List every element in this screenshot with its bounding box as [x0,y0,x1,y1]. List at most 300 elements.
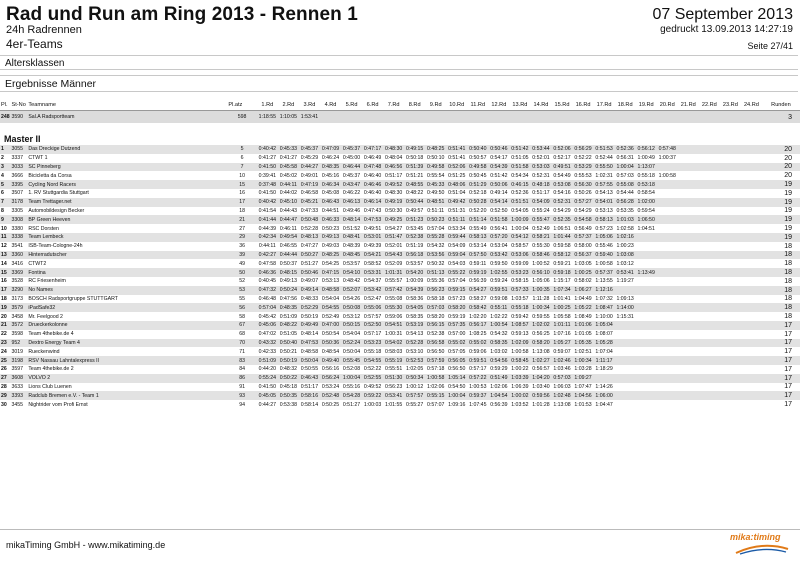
cell-lap-time: 0:57:35 [448,322,466,329]
cell-lap-time: 0:53:41 [384,392,403,399]
cell-overall-place: 91 [239,383,245,390]
cell-lap-time: 0:48:58 [300,348,319,355]
cell-rounds: 19 [784,189,792,197]
cell-lap-time: 0:50:25 [321,401,340,408]
cell-empty [678,242,699,251]
cell-lap-time: 0:46:24 [321,155,340,162]
cell-start-number: 3608 [11,374,28,383]
table-row [0,163,800,172]
cell-empty [615,374,636,383]
cell-start-number: 3173 [11,295,24,302]
cell-lap-time: 0:41:50 [258,190,276,197]
cell-lap-time: 0:54:16 [553,190,571,197]
cell-overall-place: 5 [227,145,256,154]
cell-lap-time: 0:54:49 [553,172,571,179]
cell-rank: 6 [1,190,4,197]
header-round: 3.Rd [299,100,320,111]
cell-rank: 27 [0,374,11,383]
cell-lap-time: 0:51:17 [300,383,319,390]
cell-empty [657,251,678,260]
cell-lap-time: 0:53:13 [321,278,340,285]
cell-empty [657,207,678,216]
cell-lap-time: 0:50:40 [279,339,298,346]
cell-lap-time: 0:52:31 [553,199,571,206]
cell-empty [615,321,636,330]
cell-lap-time: 0:59:44 [448,234,466,241]
cell-lap-time: 0:54:56 [490,357,508,364]
cell-lap-time: 0:50:55 [300,366,319,373]
cell-lap-time: 0:50:37 [279,260,298,267]
cell-lap-time: 0:52:06 [553,146,571,153]
cell-rank: 14 [1,260,7,267]
cell-empty [699,259,720,268]
cell-lap-time: 0:54:39 [490,163,508,170]
cell-empty [741,171,762,180]
cell-lap-time: 1:10:00 [595,313,613,320]
cell-lap-time: 0:45:08 [321,190,340,197]
cell-lap-time: 1:00:04 [616,163,634,170]
cell-overall-place: 56 [227,303,256,312]
cell-lap-time: 1:00:35 [532,287,550,294]
cell-lap-time: 1:01:41 [553,295,571,302]
cell-rounds: 17 [762,391,800,400]
cell-empty [678,154,699,163]
cell-lap-time: 0:44:44 [279,251,298,258]
cell-lap-time: 1:05:06 [532,278,550,285]
cell-empty [699,383,720,392]
cell-lap-time: 1:09:16 [448,401,466,408]
cell-lap-time: 0:44:11 [258,243,276,250]
cell-empty [699,171,720,180]
cell-lap-time: 0:59:19 [448,313,466,320]
cell-lap-time: 0:55:18 [511,304,529,311]
cell-start-number: 3308 [11,215,28,224]
cell-lap-time: 0:58:57 [511,243,529,250]
cell-empty [594,374,615,383]
table-row [0,224,800,233]
cell-lap-time: 0:49:57 [406,207,424,214]
cell-team-name: Sal.A Radsportteam [27,111,227,124]
cell-lap-time: 1:00:04 [342,375,361,382]
cell-rank: 16 [1,278,7,285]
cell-empty [678,374,699,383]
cell-empty [741,356,762,365]
cell-empty [699,154,720,163]
cell-lap-time: 0:58:20 [448,304,466,311]
cell-lap-time: 0:45:33 [279,146,298,153]
cell-rank: 12 [1,243,7,250]
table-row [0,198,800,207]
cell-lap-time: 0:52:55 [363,375,382,382]
cell-lap-time: 0:54:05 [406,304,424,311]
cell-lap-time: 0:47:02 [258,331,276,338]
cell-lap-time: 1:00:12 [406,383,424,390]
cell-lap-time: 0:48:45 [342,251,361,258]
cell-lap-time: 1:04:49 [574,295,592,302]
cell-lap-time: 0:50:06 [490,181,508,188]
cell-lap-time: 0:46:48 [258,295,276,302]
cell-lap-time: 0:58:13 [595,216,613,223]
cell-lap-time: 0:52:20 [469,207,487,214]
cell-empty [678,277,699,286]
cell-lap-time: 0:53:29 [574,163,592,170]
cell-empty [509,111,530,124]
cell-lap-time: 0:49:13 [321,234,340,241]
cell-empty [636,374,657,383]
cell-empty [741,374,762,383]
cell-empty [678,215,699,224]
cell-empty [720,224,741,233]
cell-lap-time: 0:40:42 [258,199,276,206]
cell-empty [699,374,720,383]
cell-rank: 3 [0,163,11,172]
cell-lap-time: 1:15:17 [553,278,571,285]
cell-lap-time: 0:51:27 [300,260,319,267]
cell-lap-time: 0:54:58 [574,216,592,223]
cell-lap-time: 0:46:40 [363,172,382,179]
cell-lap-time: 0:48:55 [406,181,424,188]
cell-lap-time: 0:51:30 [384,375,403,382]
cell-rank: 19 [0,303,11,312]
cell-lap-time: 1:05:04 [595,322,613,329]
cell-empty [741,330,762,339]
cell-lap-time: 0:47:58 [258,260,276,267]
cell-lap-time: 0:54:17 [490,155,508,162]
cell-lap-time: 1:06:27 [574,287,592,294]
cell-lap-time: 0:45:37 [342,172,361,179]
cell-lap-time: 0:47:17 [363,146,382,153]
cell-lap-time: 0:52:49 [321,313,340,320]
cell-empty [720,145,741,154]
table-row [0,356,800,365]
cell-lap-time: 0:48:42 [342,278,361,285]
cell-overall-place: 18 [239,207,245,214]
cell-empty [678,347,699,356]
cell-lap-time: 0:53:44 [532,146,550,153]
cell-lap-time: 0:51:19 [406,243,424,250]
cell-lap-time: 0:53:24 [321,383,340,390]
cell-lap-time: 1:18:55 [257,111,278,124]
cell-lap-time: 0:57:50 [469,251,487,258]
cell-empty [657,374,678,383]
cell-lap-time: 0:46:14 [363,199,382,206]
cell-lap-time: 0:51:05 [279,331,298,338]
cell-lap-time: 0:49:49 [300,322,319,329]
cell-empty [636,111,657,124]
cell-lap-time: 0:54:14 [490,199,508,206]
cell-lap-time: 0:42:27 [258,251,276,258]
cell-empty [741,286,762,295]
header-round: 4.Rd [320,100,341,111]
cell-rank: 25 [0,356,11,365]
cell-lap-time: 0:47:27 [300,243,319,250]
cell-lap-time: 0:49:51 [363,225,382,232]
cell-lap-time: 0:47:33 [300,207,319,214]
cell-rank: 8 [1,207,4,214]
cell-lap-time: 0:59:04 [448,251,466,258]
cell-lap-time: 0:49:40 [321,357,340,364]
header-round: 12.Rd [488,100,509,111]
cell-lap-time: 0:52:47 [363,295,382,302]
cell-empty [636,339,657,348]
cell-empty [699,347,720,356]
cell-lap-time: 1:07:16 [553,331,571,338]
cell-lap-time: 0:45:21 [300,199,319,206]
cell-empty [657,391,678,400]
cell-empty [636,400,657,409]
header-round: 10.Rd [446,100,467,111]
cell-lap-time: 0:45:10 [279,199,298,206]
cell-lap-time: 0:50:28 [469,199,487,206]
table-row [0,303,800,312]
cell-overall-place: 86 [227,374,256,383]
cell-lap-time: 0:48:06 [448,181,466,188]
header-round: 13.Rd [509,100,530,111]
cell-lap-time: 1:05:27 [553,339,571,346]
cell-empty [425,111,446,124]
cell-rank: 13 [0,251,11,260]
cell-lap-time: 0:56:23 [427,287,445,294]
cell-empty [678,295,699,304]
cell-empty [636,277,657,286]
cell-rounds: 19 [784,207,792,215]
cell-empty [657,312,678,321]
cell-lap-time: 0:49:07 [300,278,319,285]
cell-lap-time: 0:48:22 [279,322,298,329]
cell-lap-time: 0:53:10 [406,348,424,355]
cell-lap-time: 1:03:39 [511,375,529,382]
cell-lap-time: 1:00:54 [490,322,508,329]
page-number: Seite 27/41 [747,41,793,51]
cell-lap-time: 1:13:55 [595,278,613,285]
cell-overall-place: 67 [227,321,256,330]
cell-lap-time: 0:59:07 [553,348,571,355]
cell-empty [657,242,678,251]
cell-empty [741,198,762,207]
cell-rank: 17 [0,286,11,295]
cell-empty [741,242,762,251]
cell-empty [657,215,678,224]
cell-lap-time: 0:58:52 [363,260,382,267]
cell-lap-time: 0:54:10 [342,269,361,276]
cell-lap-time: 0:50:04 [300,357,319,364]
cell-lap-time: 0:45:37 [300,146,319,153]
cell-empty [657,224,678,233]
cell-lap-time: 0:49:58 [427,163,445,170]
header-team: Teamname [27,100,227,111]
cell-lap-time: 0:52:49 [532,225,550,232]
cell-lap-time: 0:54:28 [342,392,361,399]
header-platz: Pl.atz [227,100,256,111]
cell-lap-time: 0:59:22 [363,392,382,399]
cell-empty [615,339,636,348]
cell-lap-time: 0:56:23 [384,383,403,390]
cell-empty [657,365,678,374]
cell-lap-time: 0:52:22 [574,155,592,162]
table-row [0,383,800,392]
table-header [0,100,800,111]
header-round: 9.Rd [425,100,446,111]
table-row [0,330,800,339]
cell-lap-time: 0:50:48 [300,216,319,223]
cell-lap-time: 1:00:03 [363,401,382,408]
cell-lap-time: 0:56:57 [532,366,550,373]
cell-empty [741,303,762,312]
table-row [0,259,800,268]
cell-empty [383,111,404,124]
cell-lap-time: 1:03:57 [511,295,529,302]
logo-text-accent: :timing [750,532,781,542]
cell-empty [741,391,762,400]
cell-lap-time: 0:58:45 [511,357,529,364]
cell-lap-time: 0:52:53 [406,357,424,364]
cell-lap-time: 0:41:27 [279,155,298,162]
cell-start-number: 3507 [11,190,24,197]
cell-lap-time: 0:39:41 [258,172,276,179]
cell-team-name: Radclub Bremen e.V. - Team 1 [27,391,227,400]
cell-lap-time: 0:44:02 [279,190,298,197]
cell-lap-time: 0:54:39 [406,287,424,294]
cell-lap-time: 0:46:11 [279,225,297,232]
cell-team-name: Lions Club Luenen [28,383,72,390]
cell-lap-time: 0:46:43 [321,199,340,206]
cell-rounds: 3 [762,111,800,124]
cell-empty [615,111,636,124]
cell-lap-time: 0:49:13 [279,278,298,285]
cell-lap-time: 0:50:54 [321,331,340,338]
cell-lap-time: 0:57:55 [595,181,613,188]
cell-empty [720,312,741,321]
cell-lap-time: 0:54:43 [384,251,403,258]
cell-lap-time: 1:11:17 [594,356,615,365]
cell-lap-time: 0:51:49 [490,375,508,382]
cell-lap-time: 0:50:30 [384,207,403,214]
cell-lap-time: 0:54:12 [511,234,529,241]
cell-overall-place: 6 [240,155,244,162]
category-subtitle: 4er-Teams [6,37,63,51]
cell-lap-time: 0:41:54 [258,207,276,214]
cell-lap-time: 0:57:04 [448,278,466,285]
cell-empty [720,233,741,242]
cell-empty [741,312,762,321]
cell-lap-time: 0:54:05 [511,207,529,214]
cell-empty [720,215,741,224]
cell-start-number: 3369 [11,268,28,277]
cell-lap-time: 1:14:26 [595,383,613,390]
cell-start-number: 3528 [11,278,24,285]
cell-lap-time: 0:53:31 [363,269,382,276]
header-round: 5.Rd [341,100,362,111]
cell-lap-time: 1:00:04 [448,392,466,399]
cell-lap-time: 0:47:09 [321,146,340,153]
cell-lap-time: 1:18:29 [595,366,613,373]
cell-lap-time: 0:56:29 [574,146,592,153]
cell-lap-time: 0:54:04 [342,331,361,338]
cell-lap-time: 0:50:44 [406,199,424,206]
cell-lap-time: 0:45:16 [321,172,340,179]
cell-lap-time: 1:02:06 [490,383,508,390]
cell-lap-time: 1:05:28 [595,339,613,346]
cell-lap-time: 0:49:58 [469,163,487,170]
cell-empty [636,312,657,321]
cell-empty [678,312,699,321]
cell-empty [657,286,678,295]
cell-lap-time: 0:50:45 [469,172,487,179]
cell-rank: 5 [0,180,11,189]
cell-lap-time: 0:52:22 [363,366,382,373]
cell-lap-time: 1:13:07 [637,163,655,170]
cell-lap-time: 0:55:11 [488,303,509,312]
cell-empty [657,330,678,339]
cell-lap-time: 0:50:24 [279,287,298,294]
cell-empty [720,207,741,216]
cell-rounds: 17 [784,365,792,373]
cell-lap-time: 0:59:11 [469,260,487,267]
cell-lap-time: 1:01:53 [574,401,592,408]
cell-lap-time: 0:59:09 [511,260,529,267]
header-round: 7.Rd [383,100,404,111]
cell-rounds: 17 [762,321,800,330]
cell-lap-time: 0:51:52 [342,225,361,232]
cell-lap-time: 0:47:53 [363,216,382,223]
cell-lap-time: 0:56:31 [616,155,634,162]
cell-empty [699,233,720,242]
cell-empty [636,383,657,392]
cell-start-number: 3590 [11,111,28,124]
cell-lap-time: 0:48:14 [300,331,319,338]
cell-lap-time: 0:53:38 [279,401,298,408]
cell-empty [678,400,699,409]
header-round: 8.Rd [404,100,425,111]
cell-lap-time: 0:49:51 [553,163,571,170]
cell-team-name: Automobildesign Becker [28,207,85,214]
cell-lap-time: 1:05:06 [595,234,613,241]
table-row [0,145,800,154]
cell-team-name: No Names [27,286,227,295]
cell-lap-time: 1:02:27 [532,357,550,364]
cell-lap-time: 0:46:22 [342,190,361,197]
cell-lap-time: 0:55:06 [363,304,382,311]
cell-lap-time: 0:59:55 [532,313,550,320]
cell-lap-time: 1:00:22 [511,366,529,373]
cell-lap-time: 0:51:39 [406,163,424,170]
cell-lap-time: 0:53:08 [553,181,571,188]
cell-lap-time: 0:59:13 [511,331,529,338]
cell-rounds: 17 [762,356,800,365]
cell-lap-time: 0:55:57 [384,278,403,285]
cell-start-number: 3579 [11,303,28,312]
logo-text-main: mika [730,532,751,542]
cell-empty [636,259,657,268]
cell-empty [678,171,699,180]
cell-lap-time: 0:57:57 [363,313,382,320]
cell-empty [678,207,699,216]
cell-lap-time: 0:51:25 [448,172,466,179]
cell-empty [741,207,762,216]
cell-lap-time: 0:56:39 [490,401,508,408]
cell-lap-time: 0:42:34 [258,234,276,241]
cell-lap-time: 1:03:28 [574,366,592,373]
cell-empty [699,312,720,321]
cell-lap-time: 0:51:42 [490,172,508,179]
cell-lap-time: 0:49:54 [279,234,298,241]
cell-empty [657,180,678,189]
cell-empty [720,383,741,392]
cell-lap-time: 0:58:36 [406,295,424,302]
cell-lap-time: 1:06:03 [553,383,571,390]
cell-empty [636,286,657,295]
cell-lap-time: 0:51:23 [406,216,424,223]
